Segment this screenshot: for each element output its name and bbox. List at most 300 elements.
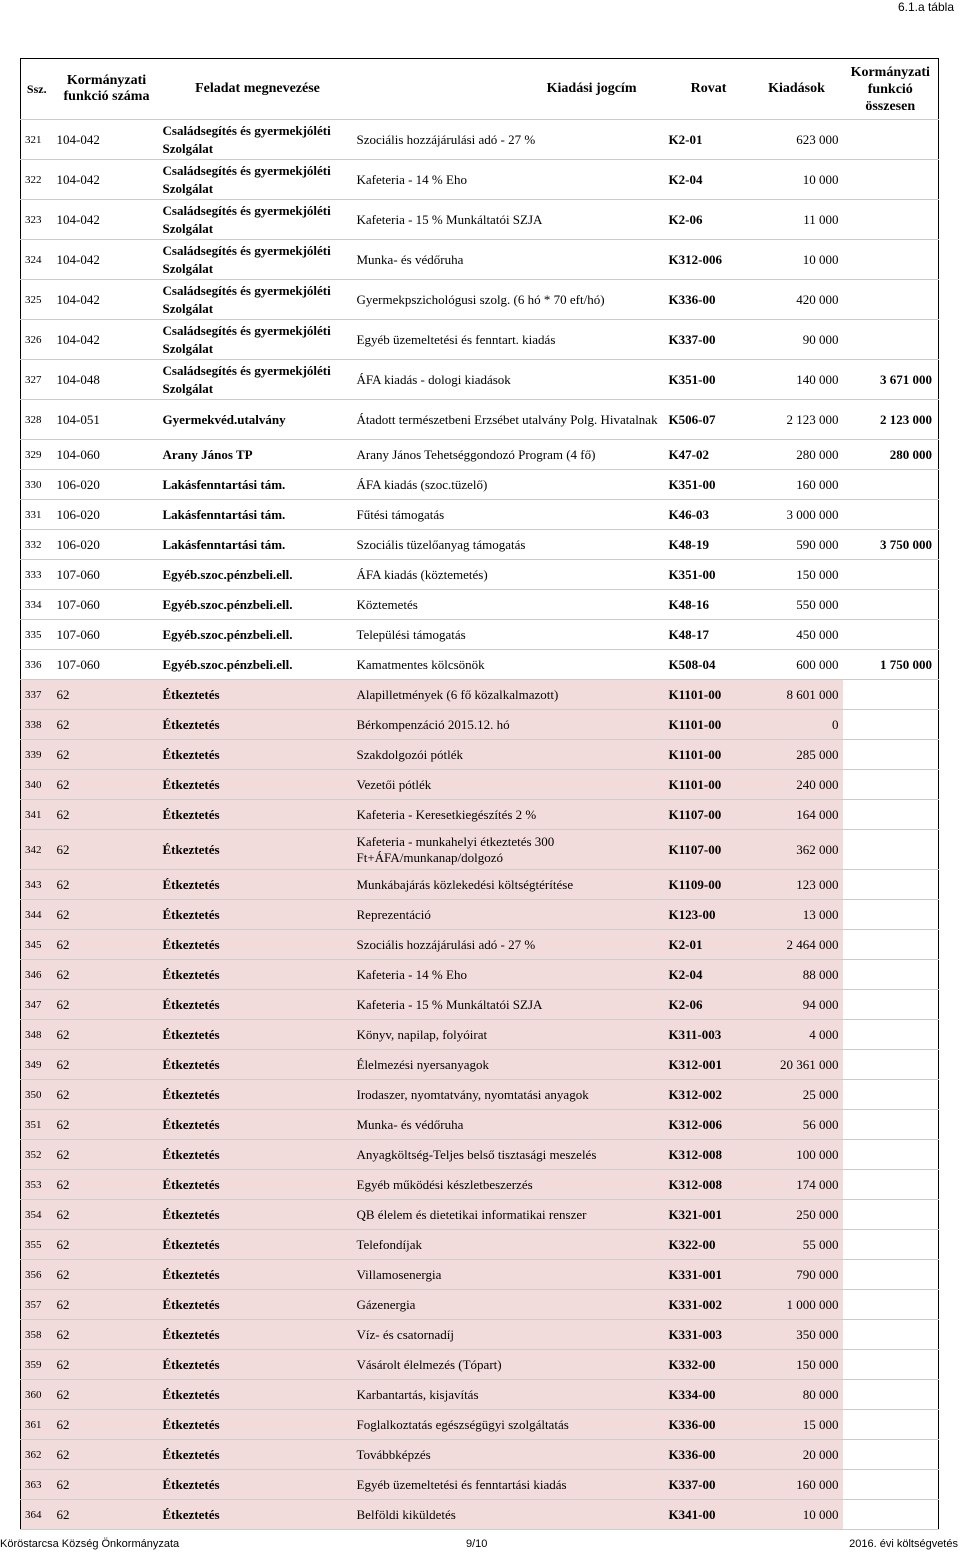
cell-rovat: K336-00 [667, 1410, 751, 1440]
cell-rovat: K1101-00 [667, 740, 751, 770]
cell-ssz: 323 [21, 200, 53, 240]
cell-feladat: Étkeztetés [161, 1140, 355, 1170]
table-row [21, 870, 939, 900]
cell-osszesen [843, 1320, 939, 1350]
cell-osszesen [843, 870, 939, 900]
cell-feladat: Étkeztetés [161, 1170, 355, 1200]
cell-osszesen [843, 930, 939, 960]
cell-osszesen: 2 123 000 [843, 400, 939, 440]
cell-rovat: K46-03 [667, 500, 751, 530]
cell-osszesen [843, 1170, 939, 1200]
cell-feladat: Lakásfenntartási tám. [161, 500, 355, 530]
cell-feladat: Étkeztetés [161, 830, 355, 870]
cell-kiadas: 600 000 [751, 650, 843, 680]
cell-funkcio-kod: 62 [53, 1170, 161, 1200]
cell-jogcim: Szociális hozzájárulási adó - 27 % [355, 930, 667, 960]
cell-rovat: K1101-00 [667, 710, 751, 740]
cell-kiadas: 8 601 000 [751, 680, 843, 710]
cell-jogcim: Kafeteria - 14 % Eho [355, 160, 667, 200]
cell-kiadas: 4 000 [751, 1020, 843, 1050]
cell-kiadas: 623 000 [751, 120, 843, 160]
cell-osszesen [843, 1140, 939, 1170]
table-id-label: 6.1.a tábla [897, 0, 954, 14]
cell-feladat: Étkeztetés [161, 800, 355, 830]
cell-funkcio-kod: 62 [53, 1260, 161, 1290]
cell-rovat: K351-00 [667, 560, 751, 590]
cell-funkcio-kod: 62 [53, 680, 161, 710]
cell-kiadas: 550 000 [751, 590, 843, 620]
table-row [21, 560, 939, 590]
cell-ssz: 330 [21, 470, 53, 500]
cell-osszesen: 3 750 000 [843, 530, 939, 560]
cell-jogcim: QB élelem és dietetikai informatikai renszer [355, 1200, 667, 1230]
cell-jogcim: Egyéb üzemeltetési és fenntartási kiadás [355, 1470, 667, 1500]
cell-osszesen [843, 280, 939, 320]
cell-rovat: K331-001 [667, 1260, 751, 1290]
cell-ssz: 331 [21, 500, 53, 530]
table-row [21, 620, 939, 650]
cell-jogcim: ÁFA kiadás (szoc.tüzelő) [355, 470, 667, 500]
cell-kiadas: 11 000 [751, 200, 843, 240]
table-row [21, 960, 939, 990]
cell-osszesen [843, 1410, 939, 1440]
cell-feladat: Étkeztetés [161, 1410, 355, 1440]
cell-osszesen [843, 160, 939, 200]
cell-feladat: Étkeztetés [161, 740, 355, 770]
cell-rovat: K312-006 [667, 240, 751, 280]
cell-jogcim: Települési támogatás [355, 620, 667, 650]
cell-funkcio-kod: 62 [53, 1320, 161, 1350]
cell-kiadas: 10 000 [751, 240, 843, 280]
cell-feladat: Étkeztetés [161, 1260, 355, 1290]
cell-feladat: Étkeztetés [161, 1200, 355, 1230]
cell-kiadas: 2 464 000 [751, 930, 843, 960]
cell-ssz: 361 [21, 1410, 53, 1440]
cell-jogcim: Kafeteria - munkahelyi étkeztetés 300 Ft+ÁFA/munkanap/dolgozó [355, 830, 667, 870]
cell-funkcio-kod: 62 [53, 900, 161, 930]
cell-ssz: 348 [21, 1020, 53, 1050]
cell-jogcim: Gyermekpszichológusi szolg. (6 hó * 70 eft/hó) [355, 280, 667, 320]
cell-funkcio-kod: 104-042 [53, 280, 161, 320]
cell-ssz: 329 [21, 440, 53, 470]
cell-kiadas: 140 000 [751, 360, 843, 400]
table-row [21, 990, 939, 1020]
cell-rovat: K1107-00 [667, 800, 751, 830]
cell-ssz: 353 [21, 1170, 53, 1200]
cell-osszesen: 280 000 [843, 440, 939, 470]
cell-jogcim: Átadott természetbeni Erzsébet utalvány Polg. Hivatalnak [355, 400, 667, 440]
cell-jogcim: Munka- és védőruha [355, 1110, 667, 1140]
cell-jogcim: Arany János Tehetséggondozó Program (4 fő) [355, 440, 667, 470]
cell-osszesen [843, 470, 939, 500]
cell-rovat: K2-04 [667, 960, 751, 990]
cell-ssz: 355 [21, 1230, 53, 1260]
cell-feladat: Étkeztetés [161, 1380, 355, 1410]
col-header-jogcim: Kiadási jogcím [355, 59, 667, 120]
cell-jogcim: ÁFA kiadás - dologi kiadások [355, 360, 667, 400]
cell-kiadas: 13 000 [751, 900, 843, 930]
cell-ssz: 344 [21, 900, 53, 930]
cell-feladat: Étkeztetés [161, 990, 355, 1020]
cell-kiadas: 94 000 [751, 990, 843, 1020]
table-row [21, 1290, 939, 1320]
cell-osszesen [843, 900, 939, 930]
cell-funkcio-kod: 62 [53, 770, 161, 800]
cell-feladat: Gyermekvéd.utalvány [161, 400, 355, 440]
table-row [21, 320, 939, 360]
table-row [21, 120, 939, 160]
table-row [21, 200, 939, 240]
table-row [21, 770, 939, 800]
cell-ssz: 351 [21, 1110, 53, 1140]
cell-rovat: K123-00 [667, 900, 751, 930]
cell-funkcio-kod: 62 [53, 1230, 161, 1260]
cell-funkcio-kod: 62 [53, 1050, 161, 1080]
cell-kiadas: 56 000 [751, 1110, 843, 1140]
cell-kiadas: 150 000 [751, 1350, 843, 1380]
table-row [21, 530, 939, 560]
cell-kiadas: 160 000 [751, 470, 843, 500]
cell-ssz: 363 [21, 1470, 53, 1500]
table-row [21, 470, 939, 500]
cell-funkcio-kod: 62 [53, 1140, 161, 1170]
cell-ssz: 354 [21, 1200, 53, 1230]
cell-kiadas: 160 000 [751, 1470, 843, 1500]
cell-ssz: 347 [21, 990, 53, 1020]
footer-right: 2016. évi költségvetés [849, 1538, 958, 1550]
cell-funkcio-kod: 107-060 [53, 560, 161, 590]
cell-rovat: K337-00 [667, 1470, 751, 1500]
cell-feladat: Étkeztetés [161, 870, 355, 900]
cell-feladat: Lakásfenntartási tám. [161, 530, 355, 560]
col-header-ssz: Ssz. [21, 59, 53, 120]
cell-funkcio-kod: 62 [53, 1080, 161, 1110]
cell-feladat: Étkeztetés [161, 1470, 355, 1500]
cell-ssz: 338 [21, 710, 53, 740]
table-row [21, 1410, 939, 1440]
cell-feladat: Étkeztetés [161, 1110, 355, 1140]
cell-rovat: K322-00 [667, 1230, 751, 1260]
cell-ssz: 357 [21, 1290, 53, 1320]
cell-osszesen [843, 1080, 939, 1110]
cell-rovat: K311-003 [667, 1020, 751, 1050]
cell-funkcio-kod: 104-051 [53, 400, 161, 440]
cell-osszesen [843, 1200, 939, 1230]
cell-ssz: 364 [21, 1500, 53, 1530]
cell-kiadas: 790 000 [751, 1260, 843, 1290]
cell-feladat: Arany János TP [161, 440, 355, 470]
cell-funkcio-kod: 62 [53, 830, 161, 870]
cell-ssz: 356 [21, 1260, 53, 1290]
cell-jogcim: ÁFA kiadás (köztemetés) [355, 560, 667, 590]
cell-ssz: 324 [21, 240, 53, 280]
cell-feladat: Étkeztetés [161, 930, 355, 960]
cell-jogcim: Belföldi kiküldetés [355, 1500, 667, 1530]
cell-ssz: 349 [21, 1050, 53, 1080]
cell-ssz: 362 [21, 1440, 53, 1470]
cell-rovat: K47-02 [667, 440, 751, 470]
cell-jogcim: Irodaszer, nyomtatvány, nyomtatási anyagok [355, 1080, 667, 1110]
cell-jogcim: Kafeteria - 15 % Munkáltatói SZJA [355, 200, 667, 240]
cell-rovat: K312-002 [667, 1080, 751, 1110]
cell-ssz: 358 [21, 1320, 53, 1350]
cell-jogcim: Reprezentáció [355, 900, 667, 930]
table-row [21, 1380, 939, 1410]
cell-ssz: 345 [21, 930, 53, 960]
cell-funkcio-kod: 107-060 [53, 620, 161, 650]
cell-rovat: K1107-00 [667, 830, 751, 870]
table-row [21, 680, 939, 710]
table-row [21, 1110, 939, 1140]
table-row [21, 240, 939, 280]
cell-funkcio-kod: 62 [53, 710, 161, 740]
cell-feladat: Étkeztetés [161, 1350, 355, 1380]
cell-jogcim: Gázenergia [355, 1290, 667, 1320]
cell-rovat: K506-07 [667, 400, 751, 440]
cell-jogcim: Köztemetés [355, 590, 667, 620]
header-row [21, 59, 939, 120]
cell-rovat: K312-001 [667, 1050, 751, 1080]
cell-jogcim: Villamosenergia [355, 1260, 667, 1290]
table-row [21, 740, 939, 770]
cell-funkcio-kod: 104-042 [53, 320, 161, 360]
cell-osszesen [843, 710, 939, 740]
cell-ssz: 359 [21, 1350, 53, 1380]
cell-feladat: Étkeztetés [161, 710, 355, 740]
cell-osszesen [843, 590, 939, 620]
cell-kiadas: 174 000 [751, 1170, 843, 1200]
cell-jogcim: Kafeteria - 15 % Munkáltatói SZJA [355, 990, 667, 1020]
cell-feladat: Étkeztetés [161, 1230, 355, 1260]
col-header-funkcio: Kormányzati funkció száma [53, 59, 161, 120]
cell-funkcio-kod: 104-042 [53, 160, 161, 200]
cell-funkcio-kod: 62 [53, 870, 161, 900]
cell-osszesen [843, 120, 939, 160]
budget-table [20, 58, 939, 1530]
cell-rovat: K312-008 [667, 1170, 751, 1200]
cell-feladat: Étkeztetés [161, 770, 355, 800]
cell-ssz: 325 [21, 280, 53, 320]
table-row [21, 800, 939, 830]
footer-left: Köröstarcsa Község Önkormányzata [0, 1538, 180, 1550]
table-row [21, 1350, 939, 1380]
table-row [21, 900, 939, 930]
cell-kiadas: 362 000 [751, 830, 843, 870]
cell-kiadas: 590 000 [751, 530, 843, 560]
cell-funkcio-kod: 62 [53, 1200, 161, 1230]
cell-osszesen [843, 830, 939, 870]
cell-osszesen [843, 320, 939, 360]
cell-funkcio-kod: 62 [53, 1440, 161, 1470]
cell-osszesen [843, 1050, 939, 1080]
cell-kiadas: 285 000 [751, 740, 843, 770]
cell-rovat: K312-006 [667, 1110, 751, 1140]
cell-osszesen [843, 1440, 939, 1470]
cell-feladat: Családsegítés és gyermekjóléti Szolgálat [161, 120, 355, 160]
cell-funkcio-kod: 62 [53, 1470, 161, 1500]
cell-jogcim: Egyéb üzemeltetési és fenntart. kiadás [355, 320, 667, 360]
cell-osszesen [843, 1500, 939, 1530]
cell-jogcim: Fűtési támogatás [355, 500, 667, 530]
cell-kiadas: 15 000 [751, 1410, 843, 1440]
cell-jogcim: Szakdolgozói pótlék [355, 740, 667, 770]
cell-osszesen [843, 1470, 939, 1500]
table-row [21, 280, 939, 320]
cell-osszesen [843, 1290, 939, 1320]
cell-ssz: 326 [21, 320, 53, 360]
cell-funkcio-kod: 62 [53, 960, 161, 990]
cell-jogcim: Munka- és védőruha [355, 240, 667, 280]
cell-feladat: Egyéb.szoc.pénzbeli.ell. [161, 650, 355, 680]
cell-osszesen [843, 200, 939, 240]
cell-feladat: Étkeztetés [161, 1290, 355, 1320]
cell-kiadas: 100 000 [751, 1140, 843, 1170]
table-row [21, 1470, 939, 1500]
cell-funkcio-kod: 62 [53, 800, 161, 830]
table-row [21, 1260, 939, 1290]
cell-feladat: Étkeztetés [161, 1080, 355, 1110]
cell-osszesen: 3 671 000 [843, 360, 939, 400]
cell-feladat: Étkeztetés [161, 1020, 355, 1050]
cell-feladat: Családsegítés és gyermekjóléti Szolgálat [161, 160, 355, 200]
cell-feladat: Étkeztetés [161, 1320, 355, 1350]
cell-jogcim: Kamatmentes kölcsönök [355, 650, 667, 680]
cell-rovat: K48-16 [667, 590, 751, 620]
cell-feladat: Étkeztetés [161, 1050, 355, 1080]
table-row [21, 440, 939, 470]
cell-rovat: K336-00 [667, 280, 751, 320]
cell-ssz: 339 [21, 740, 53, 770]
cell-jogcim: Egyéb működési készletbeszerzés [355, 1170, 667, 1200]
table-row [21, 1500, 939, 1530]
cell-ssz: 333 [21, 560, 53, 590]
cell-rovat: K1101-00 [667, 680, 751, 710]
table-row [21, 1200, 939, 1230]
col-header-osszesen: Kormányzati funkció összesen [843, 59, 939, 120]
cell-rovat: K1101-00 [667, 770, 751, 800]
cell-funkcio-kod: 104-042 [53, 120, 161, 160]
cell-ssz: 335 [21, 620, 53, 650]
cell-ssz: 350 [21, 1080, 53, 1110]
cell-ssz: 334 [21, 590, 53, 620]
cell-ssz: 337 [21, 680, 53, 710]
cell-rovat: K312-008 [667, 1140, 751, 1170]
cell-kiadas: 55 000 [751, 1230, 843, 1260]
cell-osszesen [843, 1380, 939, 1410]
cell-funkcio-kod: 104-060 [53, 440, 161, 470]
cell-rovat: K2-06 [667, 990, 751, 1020]
cell-funkcio-kod: 106-020 [53, 470, 161, 500]
cell-rovat: K332-00 [667, 1350, 751, 1380]
cell-kiadas: 450 000 [751, 620, 843, 650]
cell-kiadas: 164 000 [751, 800, 843, 830]
cell-kiadas: 0 [751, 710, 843, 740]
col-header-kiadasok: Kiadások [751, 59, 843, 120]
cell-osszesen [843, 800, 939, 830]
cell-osszesen [843, 1230, 939, 1260]
cell-jogcim: Szociális tüzelőanyag támogatás [355, 530, 667, 560]
cell-osszesen [843, 1020, 939, 1050]
cell-ssz: 322 [21, 160, 53, 200]
cell-feladat: Családsegítés és gyermekjóléti Szolgálat [161, 320, 355, 360]
cell-rovat: K2-06 [667, 200, 751, 240]
cell-kiadas: 10 000 [751, 160, 843, 200]
cell-osszesen [843, 770, 939, 800]
cell-feladat: Családsegítés és gyermekjóléti Szolgálat [161, 360, 355, 400]
cell-ssz: 327 [21, 360, 53, 400]
table-row [21, 1020, 939, 1050]
cell-osszesen [843, 680, 939, 710]
cell-rovat: K48-19 [667, 530, 751, 560]
cell-jogcim: Foglalkoztatás egészségügyi szolgáltatás [355, 1410, 667, 1440]
cell-feladat: Étkeztetés [161, 960, 355, 990]
table-row [21, 500, 939, 530]
cell-rovat: K336-00 [667, 1440, 751, 1470]
cell-jogcim: Szociális hozzájárulási adó - 27 % [355, 120, 667, 160]
cell-ssz: 328 [21, 400, 53, 440]
cell-jogcim: Kafeteria - Keresetkiegészítés 2 % [355, 800, 667, 830]
cell-kiadas: 240 000 [751, 770, 843, 800]
cell-funkcio-kod: 62 [53, 740, 161, 770]
cell-jogcim: Anyagköltség-Teljes belső tisztasági meszelés [355, 1140, 667, 1170]
table-row [21, 160, 939, 200]
cell-feladat: Családsegítés és gyermekjóléti Szolgálat [161, 200, 355, 240]
table-row [21, 360, 939, 400]
cell-kiadas: 10 000 [751, 1500, 843, 1530]
table-row [21, 1080, 939, 1110]
cell-rovat: K337-00 [667, 320, 751, 360]
cell-jogcim: Munkábajárás közlekedési költségtérítése [355, 870, 667, 900]
cell-ssz: 332 [21, 530, 53, 560]
cell-jogcim: Bérkompenzáció 2015.12. hó [355, 710, 667, 740]
cell-ssz: 340 [21, 770, 53, 800]
cell-feladat: Családsegítés és gyermekjóléti Szolgálat [161, 240, 355, 280]
cell-ssz: 341 [21, 800, 53, 830]
cell-osszesen [843, 1350, 939, 1380]
cell-jogcim: Vásárolt élelmezés (Tópart) [355, 1350, 667, 1380]
cell-funkcio-kod: 62 [53, 1350, 161, 1380]
cell-funkcio-kod: 106-020 [53, 530, 161, 560]
cell-kiadas: 3 000 000 [751, 500, 843, 530]
cell-kiadas: 123 000 [751, 870, 843, 900]
cell-osszesen: 1 750 000 [843, 650, 939, 680]
cell-osszesen [843, 560, 939, 590]
cell-jogcim: Továbbképzés [355, 1440, 667, 1470]
cell-rovat: K351-00 [667, 360, 751, 400]
cell-funkcio-kod: 62 [53, 1020, 161, 1050]
footer-page-number: 9/10 [466, 1538, 488, 1550]
cell-osszesen [843, 990, 939, 1020]
cell-rovat: K2-01 [667, 120, 751, 160]
cell-rovat: K331-003 [667, 1320, 751, 1350]
cell-jogcim: Telefondíjak [355, 1230, 667, 1260]
cell-rovat: K351-00 [667, 470, 751, 500]
col-header-feladat: Feladat megnevezése [161, 59, 355, 120]
cell-rovat: K341-00 [667, 1500, 751, 1530]
cell-kiadas: 20 000 [751, 1440, 843, 1470]
cell-funkcio-kod: 62 [53, 1500, 161, 1530]
cell-kiadas: 20 361 000 [751, 1050, 843, 1080]
table-row [21, 1440, 939, 1470]
cell-funkcio-kod: 62 [53, 1290, 161, 1320]
table-row [21, 650, 939, 680]
cell-feladat: Családsegítés és gyermekjóléti Szolgálat [161, 280, 355, 320]
cell-kiadas: 280 000 [751, 440, 843, 470]
table-row [21, 1230, 939, 1260]
cell-osszesen [843, 240, 939, 280]
cell-funkcio-kod: 104-042 [53, 200, 161, 240]
cell-jogcim: Élelmezési nyersanyagok [355, 1050, 667, 1080]
